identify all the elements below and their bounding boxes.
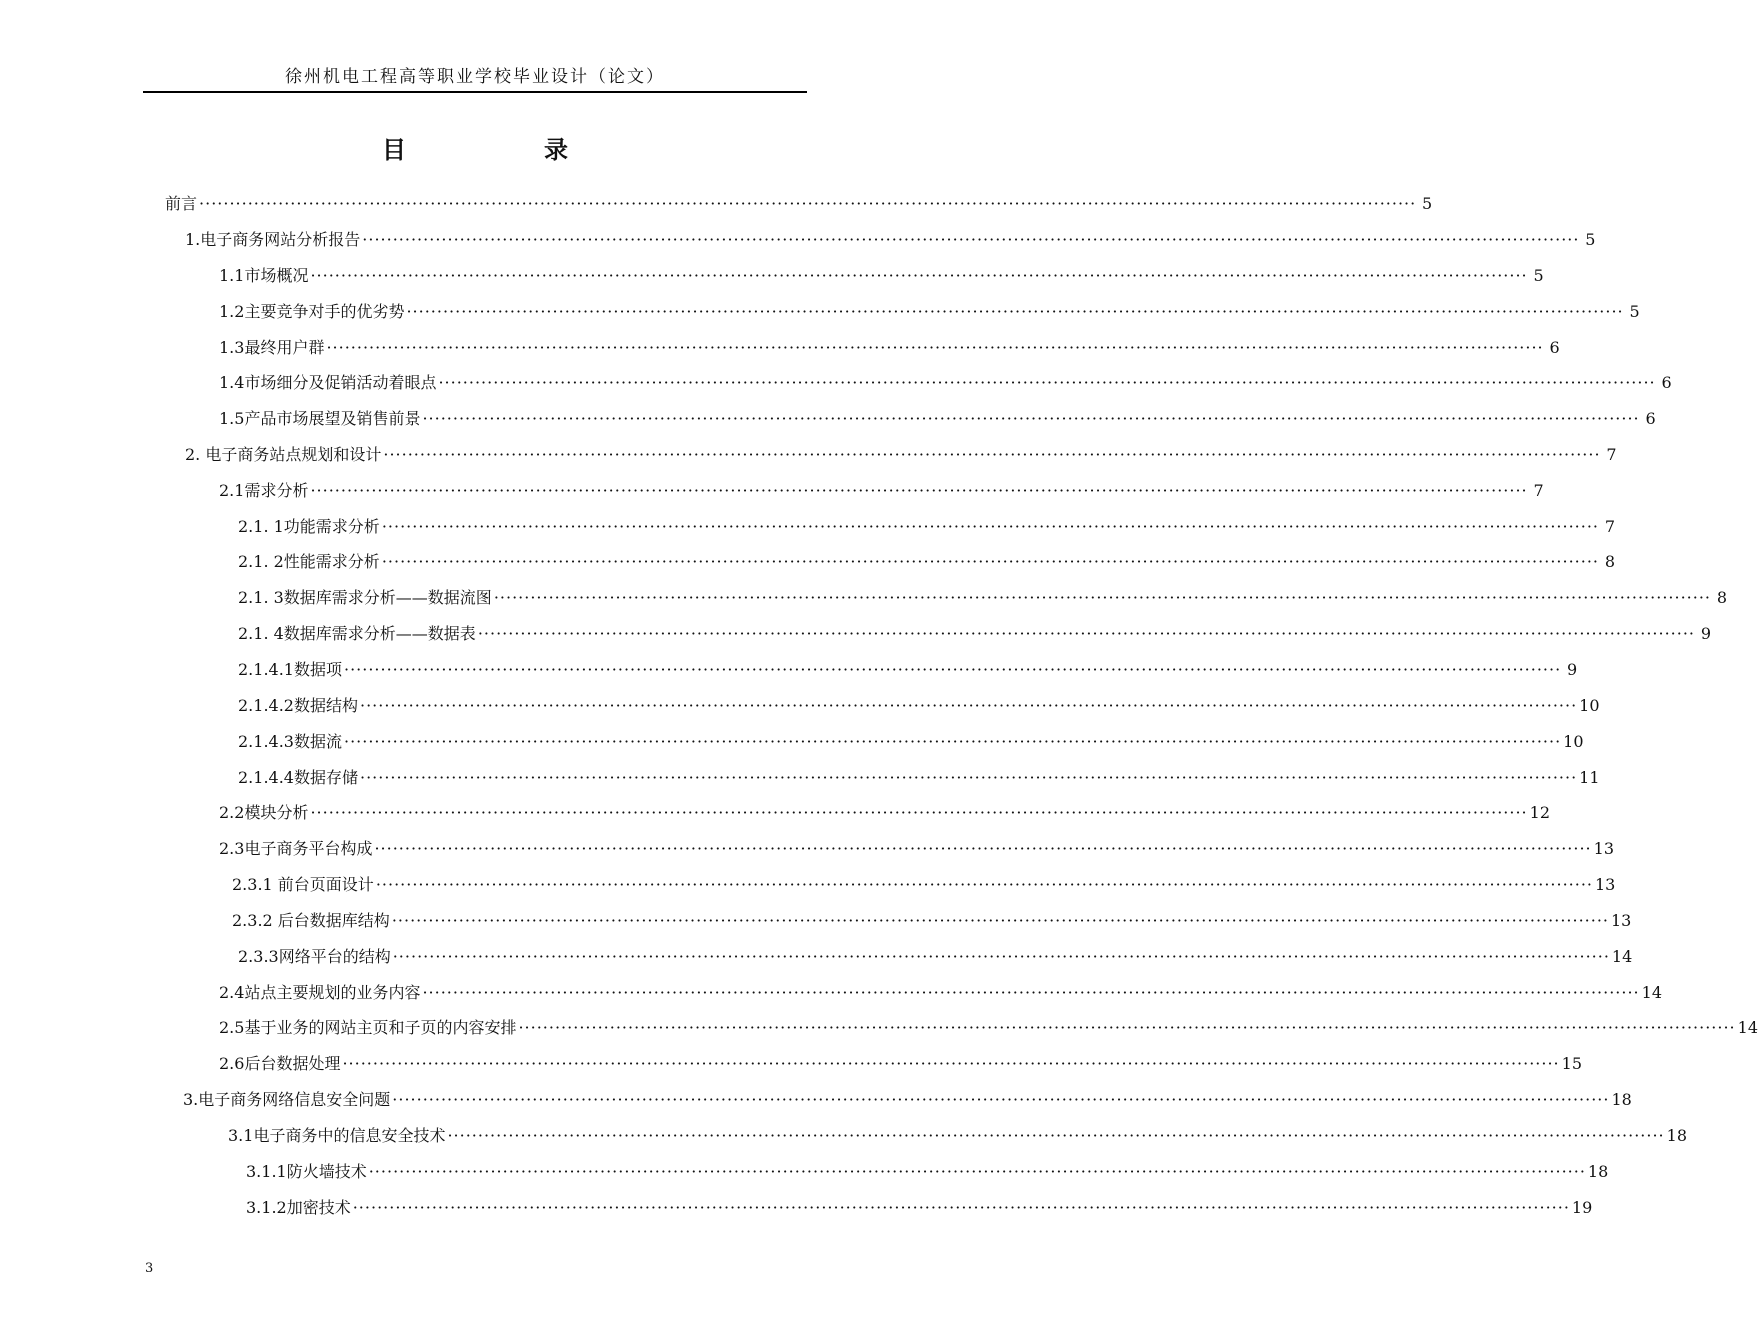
toc-entry[interactable]	[238, 514, 1615, 540]
toc-leader-dots: ········································································································································································································	[391, 911, 1609, 930]
toc-entry-page: 5	[1585, 230, 1596, 249]
toc-leader-dots: ········································································································································································································	[381, 517, 1599, 536]
toc-entry-page: 9	[1566, 660, 1578, 679]
toc-entry[interactable]	[238, 549, 1615, 575]
toc-entry-label: 2.6后台数据处理	[219, 1054, 341, 1073]
toc-entry[interactable]	[238, 621, 1711, 647]
toc-entry[interactable]	[219, 1051, 1582, 1077]
toc-entry-page: 5	[1629, 302, 1640, 321]
toc-entry-page: 13	[1595, 875, 1616, 894]
toc-leader-dots: ········································································································································································································	[368, 1162, 1586, 1181]
toc-leader-dots: ········································································································································································································	[447, 1126, 1665, 1145]
toc-leader-dots: ········································································································································································································	[422, 983, 1640, 1002]
toc-entry-label: 2.1.4.4数据存储	[238, 768, 358, 787]
toc-entry-page: 18	[1611, 1090, 1632, 1109]
toc-entry[interactable]	[238, 585, 1727, 611]
toc-leader-dots: ········································································································································································································	[381, 552, 1599, 571]
toc-leader-dots: ········································································································································································································	[392, 1090, 1610, 1109]
toc-entry-label: 1.电子商务网站分析报告	[185, 230, 361, 249]
toc-entry[interactable]	[185, 442, 1617, 468]
toc-entry[interactable]	[185, 227, 1596, 253]
toc-entry-label: 2.1. 3数据库需求分析——数据流图	[238, 588, 492, 607]
toc-entry-label: 2.3.1 前台页面设计	[232, 875, 374, 894]
toc-leader-dots: ········································································································································································································	[343, 732, 1562, 751]
toc-leader-dots: ········································································································································································································	[362, 230, 1580, 249]
toc-entry[interactable]	[232, 872, 1616, 898]
toc-entry[interactable]	[219, 299, 1640, 325]
toc-leader-dots: ········································································································································································································	[375, 875, 1593, 894]
toc-leader-dots: ········································································································································································································	[352, 1198, 1570, 1217]
toc-entry-label: 1.5产品市场展望及销售前景	[219, 409, 421, 428]
toc-entry-page: 18	[1666, 1126, 1687, 1145]
toc-entry-label: 2.4站点主要规划的业务内容	[219, 983, 421, 1002]
toc-leader-dots: ········································································································································································································	[342, 1054, 1560, 1073]
toc-entry-page: 6	[1549, 338, 1560, 357]
toc-entry[interactable]	[228, 1123, 1687, 1149]
toc-entry-label: 2.2模块分析	[219, 803, 309, 822]
toc-entry-page: 14	[1641, 983, 1662, 1002]
toc-leader-dots: ········································································································································································································	[359, 768, 1578, 787]
toc-entry-label: 2.1需求分析	[219, 481, 309, 500]
toc-leader-dots: ········································································································································································································	[438, 373, 1656, 392]
toc-entry-page: 5	[1422, 194, 1433, 213]
toc-entry-page: 19	[1571, 1198, 1593, 1217]
toc-entry-label: 前言	[165, 194, 198, 213]
toc-entry-label: 2.3电子商务平台构成	[219, 839, 373, 858]
toc-entry-label: 2.1.4.2数据结构	[238, 696, 358, 715]
toc-entry[interactable]	[219, 263, 1544, 289]
toc-title: 目 录	[382, 135, 598, 164]
toc-entry-label: 2.3.2 后台数据库结构	[232, 911, 390, 930]
toc-entry-label: 2.1. 4数据库需求分析——数据表	[238, 624, 476, 643]
toc-entry[interactable]	[238, 657, 1578, 683]
toc-leader-dots: ········································································································································································································	[199, 194, 1417, 213]
toc-entry-page: 8	[1604, 552, 1615, 571]
toc-entry-label: 1.4市场细分及促销活动着眼点	[219, 373, 437, 392]
toc-entry-page: 13	[1611, 911, 1632, 930]
running-header: 徐州机电工程高等职业学校毕业设计（论文）	[285, 67, 665, 87]
toc-entry-page: 10	[1563, 732, 1584, 751]
toc-entry[interactable]	[219, 478, 1544, 504]
toc-entry-page: 5	[1533, 266, 1544, 285]
toc-leader-dots: ········································································································································································································	[477, 624, 1695, 643]
toc-entry-label: 2.1.4.3数据流	[238, 732, 342, 751]
toc-entry-label: 2. 电子商务站点规划和设计	[185, 445, 382, 464]
toc-entry-page: 14	[1737, 1018, 1758, 1037]
toc-leader-dots: ········································································································································································································	[326, 338, 1544, 357]
toc-entry-label: 1.1市场概况	[219, 266, 309, 285]
toc-entry-label: 3.电子商务网络信息安全问题	[183, 1090, 391, 1109]
toc-entry-page: 7	[1604, 517, 1615, 536]
toc-entry-label: 2.1. 1功能需求分析	[238, 517, 380, 536]
toc-leader-dots: ········································································································································································································	[310, 266, 1528, 285]
toc-leader-dots: ········································································································································································································	[493, 588, 1711, 607]
toc-entry[interactable]	[219, 406, 1656, 432]
toc-entry[interactable]	[219, 335, 1560, 361]
toc-leader-dots: ········································································································································································································	[383, 445, 1601, 464]
toc-entry-label: 1.3最终用户群	[219, 338, 325, 357]
toc-entry-label: 2.5基于业务的网站主页和子页的内容安排	[219, 1018, 517, 1037]
toc-entry-page: 9	[1700, 624, 1711, 643]
toc-entry[interactable]	[219, 370, 1672, 396]
toc-entry[interactable]	[219, 1015, 1758, 1041]
toc-entry-page: 6	[1661, 373, 1672, 392]
toc-entry[interactable]	[238, 729, 1584, 755]
toc-entry-label: 2.1.4.1数据项	[238, 660, 342, 679]
toc-entry-label: 1.2主要竞争对手的优劣势	[219, 302, 405, 321]
toc-entry-page: 14	[1611, 947, 1633, 966]
toc-entry-page: 6	[1645, 409, 1656, 428]
toc-leader-dots: ········································································································································································································	[422, 409, 1640, 428]
toc-entry[interactable]	[238, 944, 1633, 970]
toc-entry[interactable]	[246, 1195, 1593, 1221]
toc-entry[interactable]	[238, 693, 1600, 719]
toc-entry-page: 11	[1579, 768, 1600, 787]
toc-entry[interactable]	[219, 800, 1550, 826]
toc-entry-page: 18	[1587, 1162, 1609, 1181]
toc-leader-dots: ········································································································································································································	[406, 302, 1624, 321]
toc-leader-dots: ········································································································································································································	[359, 696, 1578, 715]
toc-entry-page: 10	[1579, 696, 1600, 715]
toc-entry-page: 7	[1606, 445, 1617, 464]
toc-entry-page: 13	[1593, 839, 1614, 858]
toc-entry[interactable]	[246, 1159, 1609, 1185]
toc-entry-label: 2.1. 2性能需求分析	[238, 552, 380, 571]
toc-entry[interactable]	[232, 908, 1632, 934]
toc-leader-dots: ········································································································································································································	[343, 660, 1562, 679]
toc-entry-page: 12	[1529, 803, 1550, 822]
toc-entry-label: 3.1.1防火墙技术	[246, 1162, 367, 1181]
toc-entry[interactable]	[219, 980, 1662, 1006]
toc-leader-dots: ········································································································································································································	[392, 947, 1610, 966]
toc-entry-label: 3.1.2加密技术	[246, 1198, 351, 1217]
toc-entry-label: 2.3.3网络平台的结构	[238, 947, 391, 966]
toc-entry-label: 3.1电子商务中的信息安全技术	[228, 1126, 446, 1145]
toc-leader-dots: ········································································································································································································	[518, 1018, 1736, 1037]
toc-leader-dots: ········································································································································································································	[310, 803, 1528, 822]
page-number: 3	[145, 1261, 154, 1276]
toc-leader-dots: ········································································································································································································	[310, 481, 1528, 500]
toc-entry[interactable]	[183, 1087, 1632, 1113]
toc-leader-dots: ········································································································································································································	[374, 839, 1592, 858]
toc-entry[interactable]	[165, 191, 1433, 217]
toc-entry[interactable]	[238, 765, 1600, 791]
toc-entry-page: 15	[1561, 1054, 1582, 1073]
toc-entry-page: 7	[1533, 481, 1544, 500]
toc-entry[interactable]	[219, 836, 1614, 862]
toc-entry-page: 8	[1716, 588, 1727, 607]
